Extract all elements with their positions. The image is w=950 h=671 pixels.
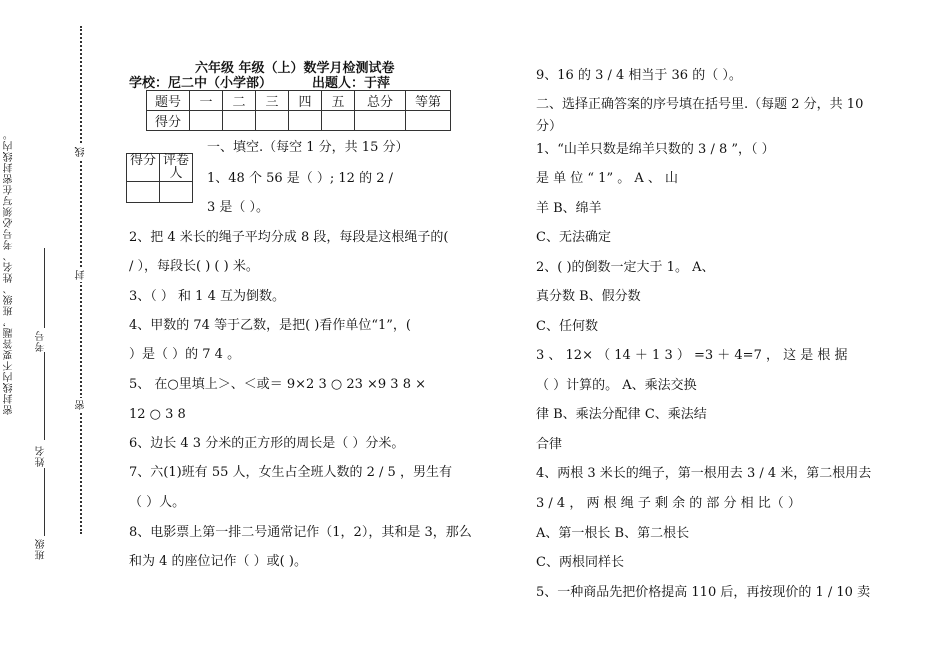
- score-cell: 总分: [355, 91, 406, 111]
- question-line: 9、16 的 3 / 4 相当于 36 的（ ）。: [536, 68, 742, 83]
- question-line: 真分数 B、假分数: [536, 289, 641, 304]
- score-cell: 五: [322, 91, 355, 111]
- question-line: 3、（ ） 和 1 4 互为倒数。: [129, 289, 285, 304]
- question-line: 是 单 位 “ 1” 。 A 、 山: [536, 171, 679, 186]
- question-line: 12 ○ 3 8: [129, 407, 186, 422]
- seal-mark-mi: 密: [76, 400, 87, 410]
- question-line: / ），每段长( ) ( ) 米。: [129, 259, 259, 274]
- grader-score-label: 得分: [127, 154, 160, 182]
- section-two-heading-cont: 分）: [536, 119, 563, 134]
- question-line: 3 是（ ）。: [207, 200, 270, 215]
- author-info: 出题人：于萍: [312, 76, 391, 91]
- name-blank: [44, 352, 45, 440]
- score-input-cell[interactable]: [190, 111, 223, 131]
- question-line: 4、甲数的 74 等于乙数，是把( )看作单位“1”，(: [129, 318, 411, 333]
- grader-box: [126, 153, 193, 203]
- score-cell: 题号: [147, 91, 190, 111]
- score-input-cell[interactable]: [256, 111, 289, 131]
- score-cell: 四: [289, 91, 322, 111]
- question-line: ）是（ ）的 7 4 。: [129, 347, 241, 362]
- score-table-header-row: [147, 91, 451, 111]
- score-cell: 三: [256, 91, 289, 111]
- name-label: 姓名: [36, 445, 47, 467]
- question-line: 4、两根 3 米长的绳子，第一根用去 3 / 4 米，第二根用去: [536, 466, 872, 481]
- score-table-score-row: [147, 111, 451, 131]
- score-row-label: 得分: [147, 111, 190, 131]
- question-line: 羊 B、绵羊: [536, 201, 602, 216]
- school-info: 学校：尼二中（小学部）: [129, 76, 273, 91]
- class-blank: [44, 468, 45, 536]
- grader-name-label: 评卷人: [160, 154, 193, 182]
- examno-label: 考号: [36, 330, 47, 352]
- binding-instruction: 密封线内不要答题，班级、姓名、考号必须写在密封线内。: [4, 129, 15, 415]
- section-one-heading: 一、填空.（每空 1 分，共 15 分）: [207, 140, 409, 155]
- score-cell: 二: [223, 91, 256, 111]
- score-input-cell[interactable]: [406, 111, 451, 131]
- question-line: 6、边长 4 3 分米的正方形的周长是（ ）分米。: [129, 436, 405, 451]
- grader-score-cell[interactable]: [127, 182, 160, 203]
- question-line: （ ）人。: [129, 495, 186, 510]
- question-line: 8、电影票上第一排二号通常记作（1，2），其和是 3，那么: [129, 525, 472, 540]
- question-line: C、无法确定: [536, 230, 611, 245]
- question-line: 5、一种商品先把价格提高 110 后，再按现价的 1 / 10 卖: [536, 585, 871, 600]
- question-line: 3 、 12× （ 14 ＋ 1 3 ） =3 ＋ 4=7 ， 这 是 根 据: [536, 348, 848, 363]
- section-two-heading: 二、选择正确答案的序号填在括号里.（每题 2 分，共 10: [536, 97, 864, 112]
- score-input-cell[interactable]: [322, 111, 355, 131]
- score-input-cell[interactable]: [223, 111, 256, 131]
- question-line: 律 B、乘法分配律 C、乘法结: [536, 407, 707, 422]
- score-input-cell[interactable]: [355, 111, 406, 131]
- question-line: A、第一根长 B、第二根长: [536, 526, 690, 541]
- exam-title: 六年级 年级（上）数学月检测试卷: [195, 61, 395, 76]
- score-table: [146, 90, 451, 131]
- seal-mark-feng: 封: [76, 270, 87, 280]
- class-label: 班级: [36, 538, 47, 560]
- examno-blank: [44, 248, 45, 328]
- question-line: 1、48 个 56 是（ ）; 12 的 2 /: [207, 171, 393, 186]
- question-line: 和为 4 的座位记作（ ）或( )。: [129, 554, 307, 569]
- question-line: 2、( )的倒数一定大于 1。 A、: [536, 260, 715, 275]
- score-input-cell[interactable]: [289, 111, 322, 131]
- question-line: 7、六(1)班有 55 人，女生占全班人数的 2 / 5 ，男生有: [129, 465, 452, 480]
- question-line: 合律: [536, 437, 563, 452]
- question-line: 3 / 4 ， 两 根 绳 子 剩 余 的 部 分 相 比（ ）: [536, 496, 801, 511]
- question-line: 5、 在○里填上＞、＜或＝ 9×2 3 ○ 23 ×9 3 8 ×: [129, 377, 426, 392]
- question-line: C、任何数: [536, 319, 598, 334]
- question-line: 2、把 4 米长的绳子平均分成 8 段，每段是这根绳子的(: [129, 230, 449, 245]
- seal-mark-xian: 线: [76, 147, 87, 157]
- question-line: C、两根同样长: [536, 555, 624, 570]
- score-cell: 一: [190, 91, 223, 111]
- question-line: 1、“山羊只数是绵羊只数的 3 / 8 ”，（ ）: [536, 142, 775, 157]
- question-line: （ ）计算的。 A、乘法交换: [536, 378, 697, 393]
- score-cell: 等第: [406, 91, 451, 111]
- grader-name-cell[interactable]: [160, 182, 193, 203]
